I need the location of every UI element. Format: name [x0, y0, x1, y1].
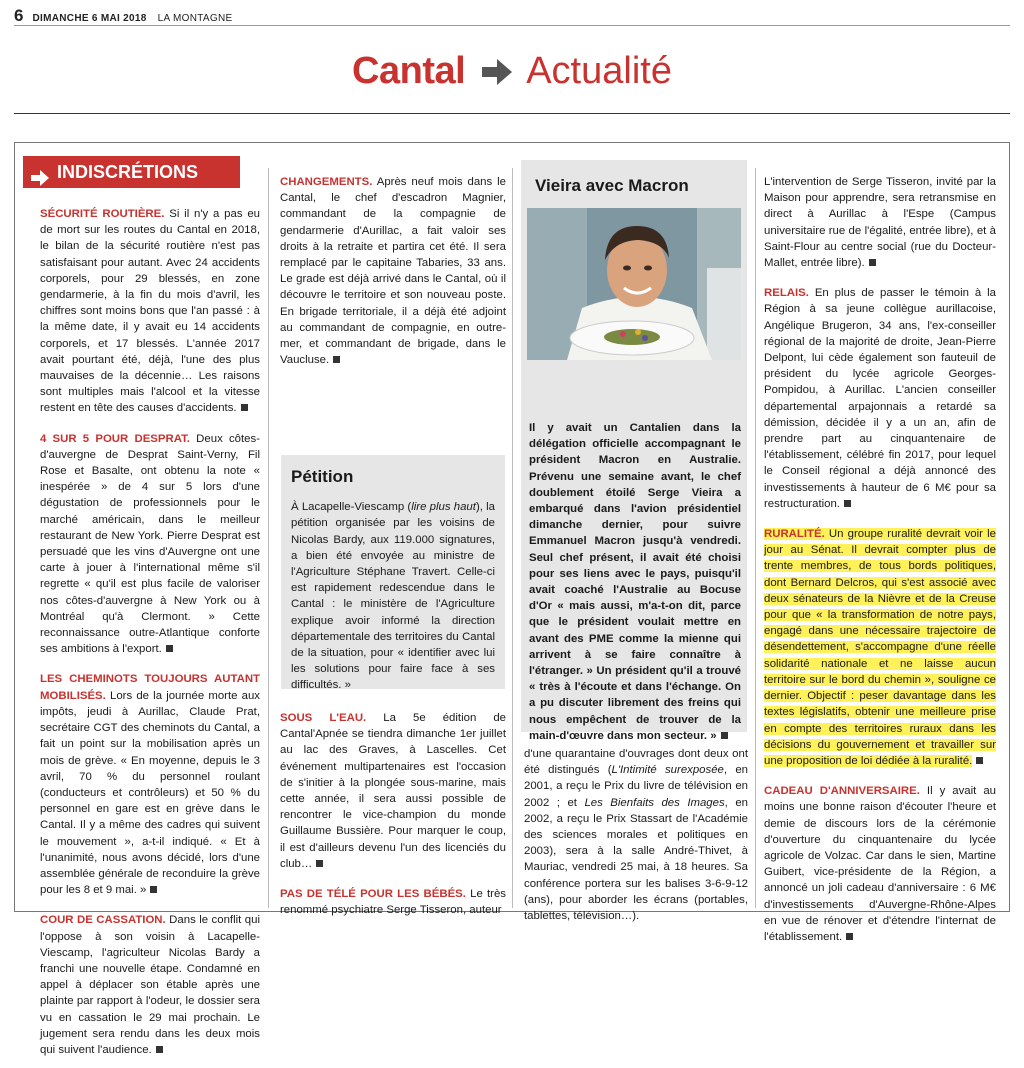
column-2 [280, 174, 506, 378]
header-rule [14, 113, 1010, 114]
highlighted-passage: RURALITÉ. Un groupe ruralité devrait voir le jour au Sénat. Il devrait compter plus de trente membres, de tous bords politiques, dont Bernard Delcros, qui s'est associé avec deux sénateurs de la Nièvre et de la Creuse pour que « la transformation de notre pays, engagé dans une nécessaire trajectoire de désendettement, s'accompagne d'une réelle solidarité nationale et ne laisse aucun territoire sur le bord du chemin », souligne ce dernier. Objectif : peser davantage dans les textes législatifs, obtenir une meilleure prise en compte des territoires ruraux dans les décisions du gouvernement et travailler sur une proposition de loi dédiée à la ruralité. [764, 528, 996, 767]
petition-text: À Lacapelle-Viescamp (lire plus haut), la pétition organisée par les voisins de Nicolas Bardy, aux 119.000 signatures, a bien été envoyée au ministre de l'Agriculture Stéphane Travert. Celle-ci est rapidement redescendue dans le Cantal : le ministère de l'Agriculture explique avoir informé la direction départementale des territoires du Cantal de la situation, pour « identifier avec lui les solutions pour faire face à ses difficultés. » [291, 501, 495, 692]
indiscretions-title: INDISCRÉTIONS [57, 162, 199, 182]
arrow-right-icon [31, 164, 49, 180]
end-square-icon [241, 404, 248, 411]
item-securite-routiere: SÉCURITÉ ROUTIÈRE. Si il n'y a pas eu de mort sur les routes du Cantal en 2018, le bilan de la sécurité routière n'est pas satisfaisant pour autant. Avec 24 accidents corporels, pour 29 blessés, en zone gendarmerie, à la fin du mois d'avril, les chiffres sont moins bons que l'an passé : à la même date, il y avait eu 14 accidents corporels, et 17 blessés. L'année 2017 avait pourtant été, déjà, l'une des plus mauvaises de la décennie… Les raisons sont multiples mais l'alcool et la vitesse restent en tête des causes d'accidents. [40, 208, 261, 415]
item-ruralite [764, 526, 996, 769]
end-square-icon [166, 645, 173, 652]
folio-newspaper: LA MONTAGNE [157, 13, 233, 24]
rubric-section: Cantal [352, 50, 466, 92]
folio-date: DIMANCHE 6 MAI 2018 [32, 13, 147, 24]
item-cheminots: LES CHEMINOTS TOUJOURS AUTANT MOBILISÉS. Lors de la journée morte aux impôts, jeudi à Aurillac, Claude Prat, secrétaire CGT des cheminots du Cantal, a fait un point sur la mobilisation après un mois de grève. « En moyenne, depuis le 3 avril, 70 % du personnel roulant (conducteurs et contrôleurs) et 50 % du personnel en gare est en grève dans le Cantal. Il y a même des cadres qui suivent le mouvement », a-t-il indiqué. « Et à l'unanimité, nous avons décidé, lors d'une assemblée générale de reconduire la grève pour les 8 et 9 mai. » [40, 673, 260, 897]
item-pas-de-tele: PAS DE TÉLÉ POUR LES BÉBÉS. Le très renommé psychiatre Serge Tisseron, auteur [280, 888, 506, 917]
item-tisseron-end: L'intervention de Serge Tisseron, invité par la Maison pour apprendre, sera retransmise en direct à Aurillac à l'Espe (Campus universitaire rue de l'égalité, entrée libre), et à Saint-Flour au centre social (rue du Docteur-Mallet, entrée libre). [764, 176, 996, 270]
vieira-caption: Il y avait un Cantalien dans la délégation officielle accompagnant le président Macron en Australie. Prévenu une semaine avant, le chef doublement étoilé Serge Vieira a embarqué dans l'avion présidentiel dimanche dernier, pour suivre Emmanuel Macron jusqu'à vendredi. Seul chef présent, il avait été choisi pour ses liens avec le pays, puisqu'il avait coaché l'Australie au Bocuse d'Or « mais aussi, m'a-t-on dit, parce que le président voulait mettre en avant des PME comme la mienne qui arrivent à se faire connaître à l'étranger. » Un président qu'il a trouvé « très à l'écoute et dans l'échange. On a pu discuter librement des freins qui nous empêchent de trouver de la main-d'œuvre dans mon secteur. » [529, 422, 741, 742]
end-square-icon [844, 500, 851, 507]
end-square-icon [333, 356, 340, 363]
column-2-lower [280, 710, 506, 928]
rubric-subsection: Actualité [526, 50, 672, 92]
vieira-box [521, 160, 747, 742]
section-rubric [0, 48, 1024, 96]
column-divider [755, 168, 756, 908]
item-changements: CHANGEMENTS. Après neuf mois dans le Cantal, le chef d'escadron Magnier, commandant de la compagnie de gendarmerie d'Aurillac, a fait valoir ses droits à la retraite et partira cet été. Il sera remplacé par le capitaine Tabaries, 33 ans. Le grade est déjà arrivé dans le Cantal, où il découvre le territoire et son nouveau poste. En brigade territoriale, il a déjà été adjoint au commandant de compagnie, en outre-mer, et commandant de brigade, dans le Vaucluse. [280, 176, 506, 367]
item-cour-de-cassation: COUR DE CASSATION. Dans le conflit qui l'oppose à son voisin à Lacapelle-Viescamp, l'agriculteur Nicolas Bardy a franchi une nouvelle étape. Condamné en appel à déplacer son étable après une plainte par rapport à l'odeur, le dossier sera vu en cassation le 29 mai prochain. Le jugement sera rendu dans les deux mois qui suivent l'audience. [40, 914, 260, 1056]
item-cadeau: CADEAU D'ANNIVERSAIRE. Il y avait au moins une bonne raison d'écouter l'heure et demie de discours lors de la cérémonie d'ouverture du cinquantenaire du lycée agricole de Volzac. Car dans le sien, Martine Guibert, vice-présidente de la Région, a annoncé un joli cadeau d'anniversaire : 6 M€ d'investissements d'Auvergne-Rhône-Alpes en vue de rénover et d'étendre l'internat de l'établissement. [764, 785, 996, 943]
petition-box [281, 455, 505, 692]
column-divider [512, 168, 513, 908]
vieira-title: Vieira avec Macron [535, 176, 689, 195]
end-square-icon [150, 886, 157, 893]
item-4-sur-5: 4 SUR 5 POUR DESPRAT. Deux côtes-d'auvergne de Desprat Saint-Verny, Fil Rose et Basalte, ont obtenu la note « inespérée » de 4 sur 5 lors d'une dégustation de professionnels pour le marché américain, dans le meilleur restaurant de New York. Pierre Desprat est persuadé que les vins d'Auvergne ont une carte à jouer à l'international même s'il regrette « qu'il est plus facile de valoriser nos côtes-d'auvergne à New York ou à Montréal qu'à Clermont. » Cette reconnaissance outre-Atlantique conforte ses ambitions à l'export. [40, 432, 260, 656]
column-1 [40, 206, 260, 1068]
end-square-icon [156, 1046, 163, 1053]
column-4 [764, 174, 996, 955]
end-square-icon [846, 933, 853, 940]
right-arrow-icon [482, 50, 512, 96]
end-square-icon [976, 757, 983, 764]
item-relais: RELAIS. En plus de passer le témoin à la Région à sa jeune collègue aurillacoise, Angélique Brugeron, 34 ans, l'ex-conseiller régional de la majorité de droite, Jean-Pierre Delpont, lui cède également son fauteuil de président du lycée agricole Georges-Pompidou, à Aurillac. L'ancien conseiller départemental arpajonnais a retardé sa démission, décidée il y a un an, afin de prendre part au cinquantenaire de l'établissement, célébré fin 2017, pour lequel le Conseil régional a déjà annoncé des investissements à hauteur de 6 M€ pour sa restructuration. [764, 287, 996, 510]
petition-title: Pétition [291, 467, 354, 486]
end-square-icon [316, 860, 323, 867]
chef-photo [527, 208, 741, 360]
page-number: 6 [14, 6, 24, 25]
item-sous-leau: SOUS L'EAU. La 5e édition de Cantal'Apnée se tiendra dimanche 1er juillet au lac des Graves, à Lascelles. Cet événement multipartenaires est l'occasion de s'initier à la plongée sous-marine, mais cette année, il sera aussi possible de rencontrer le vice-champion du monde Guillaume Bussière. Pour marquer le coup, il est d'ailleurs devenu l'un des licenciés du club… [280, 712, 507, 870]
item-tisseron-continued: d'une quarantaine d'ouvrages dont deux ont été distingués (L'Intimité surexposée, en 2001, a reçu le Prix du livre de télévision en 2002 ; et Les Bienfaits des Images, en 2002, a reçu le Prix Stassart de l'Académie des sciences morales et politiques en 2003), sera à la salle André-Thivet, à Mauriac, vendredi 25 mai, à 18 heures. Sa conférence portera sur les balises 3-6-9-12 (ans), pour aborder les écrans (portables, tablettes, télévision…). [524, 748, 749, 923]
end-square-icon [721, 732, 728, 739]
column-3-lower [524, 746, 748, 934]
end-square-icon [869, 259, 876, 266]
column-divider [268, 168, 269, 908]
indiscretions-heading [23, 156, 240, 188]
page-folio [14, 6, 1010, 26]
